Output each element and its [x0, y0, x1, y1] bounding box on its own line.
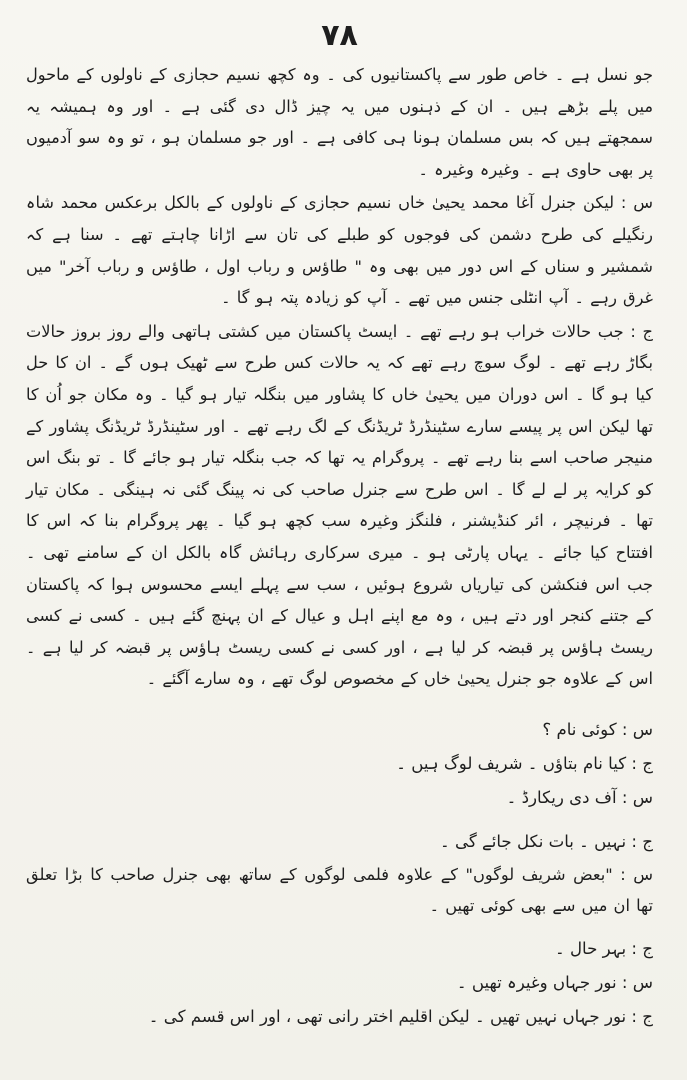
answer-names: ج : کیا نام بتاؤں ۔ شریف لوگ ہیں ۔ [396, 753, 653, 773]
answer-noor-jehan: ج : نور جہاں نہیں تھیں ۔ لیکن اقلیم اختر رانی تھی ، اور اس قسم کی ۔ [148, 1007, 653, 1027]
answer-off-record: ج : نہیں ۔ بات نکل جائے گی ۔ [440, 831, 653, 851]
spacer [26, 922, 653, 932]
question-film-people: س : "بعض شریف لوگوں" کے علاوہ فلمی لوگوں کے ساتھ بھی جنرل صاحب کا بڑا تعلق تھا ان میں سے بھی کوئی تھیں ۔ [26, 864, 653, 916]
answer-peshawar-bungalow: ج : جب حالات خراب ہو رہے تھے ۔ ایسٹ پاکستان میں کشتی ہاتھی والے روز بروز حالات بگاڑ رہے تھے ۔ لوگ سوچ رہے تھے کہ یہ حالات کس طرح سے ٹھیک ہوں گے ۔ ان کا حل کیا ہو گا ۔ اس دوران میں یحییٰ خاں کا پشاور میں بنگلہ تیار ہو گیا ۔ وہ مکان جو اُن کا تھا لیکن اس پر پیسے سارے سٹینڈرڈ ٹریڈنگ کے لگ رہے تھے ۔ اور سٹینڈرڈ ٹریڈنگ پشاور کے منیجر صاحب اسے بنا رہے تھے ۔ پروگرام یہ تھا کہ جب بنگلہ تیار ہو جائے گا ۔ تو بنگ اس کو کرایہ پر لے لے گا ۔ اس طرح سے جنرل صاحب کی نہ پینگ گئی نہ ہینگی ۔ مکان تیار تھا ۔ فرنیچر ، ائر کنڈیشنر ، فلنگز وغیرہ سب کچھ ہو گیا ۔ پھر پروگرام بنا کہ اس کا افتتاح کیا جائے ۔ یہاں پارٹی ہو ۔ میری سرکاری رہائش گاہ بالکل ان کے سامنے تھی ۔ جب اس فنکشن کی تیاریاں شروع ہوئیں ، سب سے پہلے ایسے محسوس ہوا کہ پاکستان کے جتنے کنجر اور دتے ہیں ، وہ مع اپنے اہل و عیال کے ان پہنچ گئے ہیں ۔ کسی نے کسی ریسٹ ہاؤس پر قبضہ کر لیا ہے ، اور کسی نے کسی ریسٹ ہاؤس پر قبضہ کر لیا ہے ۔ اس کے علاوہ جو جنرل یحییٰ خاں کے مخصوص لوگ تھے ، وہ سارے آگئے ۔ [26, 321, 653, 689]
page-number: ۷۸ [321, 18, 358, 53]
spacer [26, 815, 653, 825]
question-yahya-khan: س : لیکن جنرل آغا محمد یحییٰ خاں نسیم حجازی کے ناولوں کے بالکل برعکس محمد شاہ رنگیلے کی طرح دشمن کی فوجوں کو طبلے کی تان سے اڑانا چاہتے تھے ۔ سنا ہے کہ شمشیر و سناں کے اس دور میں بھی وہ " طاؤس و رباب اول ، طاؤس و رباب آخر" میں غرق رہے ۔ آپ انٹلی جنس میں تھے ۔ آپ کو زیادہ پتہ ہو گا ۔ [26, 193, 653, 308]
paragraph-intro: جو نسل ہے ۔ خاص طور سے پاکستانیوں کی ۔ وہ کچھ نسیم حجازی کے ناولوں کے ماحول میں پلے بڑھے ہیں ۔ ان کے ذہنوں میں یہ چیز ڈال دی گئی ہے ۔ اور وہ ہمیشہ یہ سمجھتے ہیں کہ بس مسلمان ہونا ہی کافی ہے ۔ اور جو مسلمان ہو ، تو وہ سو آدمیوں پر بھی حاوی ہے ۔ وغیرہ وغیرہ ۔ [26, 65, 653, 179]
question-off-record: س : آف دی ریکارڈ ۔ [506, 787, 653, 807]
answer-anyway: ج : بہر حال ۔ [555, 939, 653, 959]
question-noor-jehan: س : نور جہاں وغیرہ تھیں ۔ [456, 973, 653, 993]
question-names: س : کوئی نام ؟ [542, 719, 653, 739]
spacer [26, 695, 653, 713]
